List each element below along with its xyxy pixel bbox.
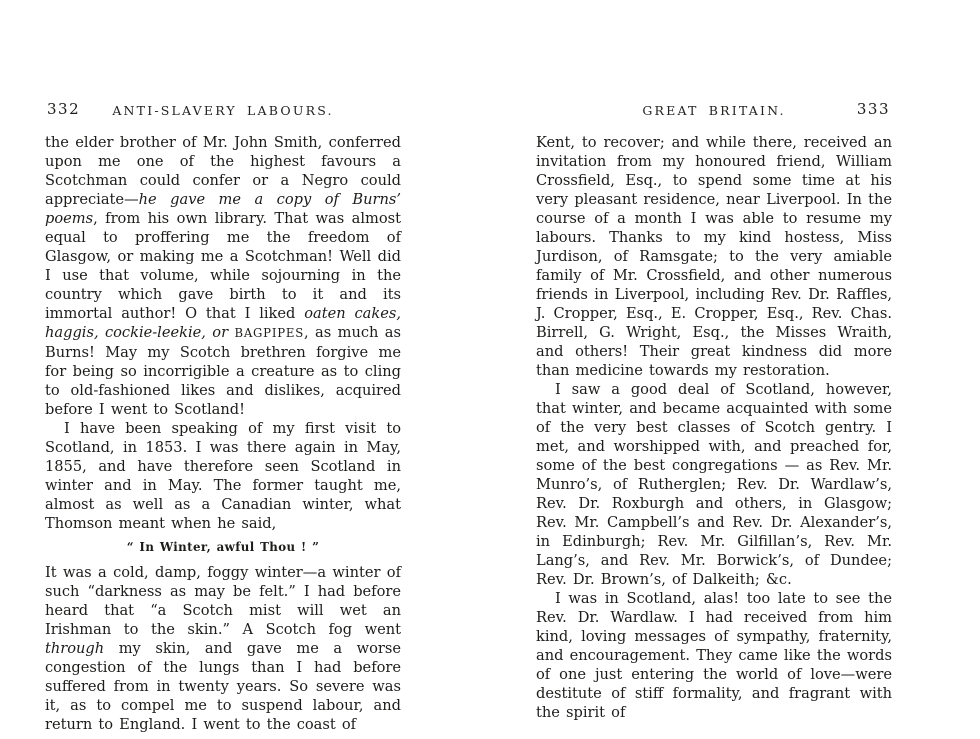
emphasis-italic: he gave me a copy of Burns’ poems	[45, 191, 401, 227]
verse-quote	[45, 538, 401, 557]
running-header-right	[536, 100, 892, 120]
paragraph	[45, 133, 401, 419]
paragraph	[45, 563, 401, 734]
running-head-title-left: ANTI-SLAVERY LABOURS.	[112, 103, 334, 118]
text-run: “ In Winter, awful Thou ! ”	[126, 540, 320, 554]
text-run: , as much as Burns! May my Scotch brethren forgive me for being so incorrigible a creature as to cling to old-fashioned likes and dislikes, acquired before I went to Scotland!	[45, 324, 401, 418]
text-run: , from his own library. That was almost equal to proffering me the freedom of Glasgow, or making me a Scotchman! Well did I use that volume, while sojourning in the country which gave birth to it and its immortal author! O that I liked	[45, 210, 401, 322]
text-run: It was a cold, damp, foggy winter—a winter of such “darkness as may be felt.” I had before heard that “a Scotch mist will wet an Irishman to the skin.” A Scotch fog went	[45, 564, 401, 638]
emphasis-italic: through	[45, 640, 105, 657]
page-right	[536, 100, 892, 722]
page-body-right	[536, 133, 892, 722]
text-run: the elder brother of Mr. John Smith, conferred upon me one of the highest favours a Scotchman could confer or a Negro could appreciate—	[45, 134, 401, 208]
text-run: my skin, and gave me a worse congestion of the lungs than I had before suffered from in twenty years. So severe was it, as to compel me to suspend labour, and return to England. I went to the coast of	[45, 640, 401, 733]
page-body-left	[45, 133, 401, 734]
text-run: Kent, to recover; and while there, received an invitation from my honoured friend, William Crossfield, Esq., to spend some time at his very pleasant residence, near Liverpool. In the course of a month I was able to resume my labours. Thanks to my kind hostess, Miss Jurdison, of Ramsgate; to the very amiable family of Mr. Crossfield, and other numerous friends in Liverpool, including Rev. Dr. Raffles, J. Cropper, Esq., E. Cropper, Esq., Rev. Chas. Birrell, G. Wright, Esq., the Misses Wraith, and others! Their great kindness did more than medicine towards my restoration.	[536, 134, 892, 379]
running-head-title-right: GREAT BRITAIN.	[642, 103, 786, 118]
text-run: I saw a good deal of Scotland, however, that winter, and became acquainted with some of the very best classes of Scotch gentry. I met, and worshipped with, and preached for, some of the best congregations — as Rev. Mr. Munro’s, of Rutherglen; Rev. Dr. Wardlaw’s, Rev. Dr. Roxburgh and others, in Glasgow; Rev. Mr. Campbell’s and Rev. Dr. Alexander’s, in Edinburgh; Rev. Mr. Gilfillan’s, Rev. Mr. Lang’s, and Rev. Mr. Borwick’s, of Dundee; Rev. Dr. Brown’s, of Dalkeith; &c.	[536, 381, 892, 588]
paragraph	[45, 419, 401, 533]
paragraph	[536, 133, 892, 380]
running-header-left	[45, 100, 401, 120]
emphasis-italic: oaten cakes, haggis, cockie-leekie, or	[45, 305, 401, 341]
text-run: I have been speaking of my first visit to Scotland, in 1853. I was there again in May, 1855, and have therefore seen Scotland in winter and in May. The former taught me, almost as well as a Canadian winter, what Thomson meant when he said,	[45, 420, 401, 532]
page-left	[45, 100, 401, 734]
emphasis-caps: BAGPIPES	[234, 326, 305, 340]
page-number-right: 333	[856, 100, 890, 118]
text-run: I was in Scotland, alas! too late to see the Rev. Dr. Wardlaw. I had received from him kind, loving messages of sympathy, fraternity, and encouragement. They came like the words of one just entering the world of love—were destitute of stiff formality, and fragrant with the spirit of	[536, 590, 892, 721]
page-number-left: 332	[47, 100, 81, 118]
paragraph	[536, 589, 892, 722]
paragraph	[536, 380, 892, 589]
